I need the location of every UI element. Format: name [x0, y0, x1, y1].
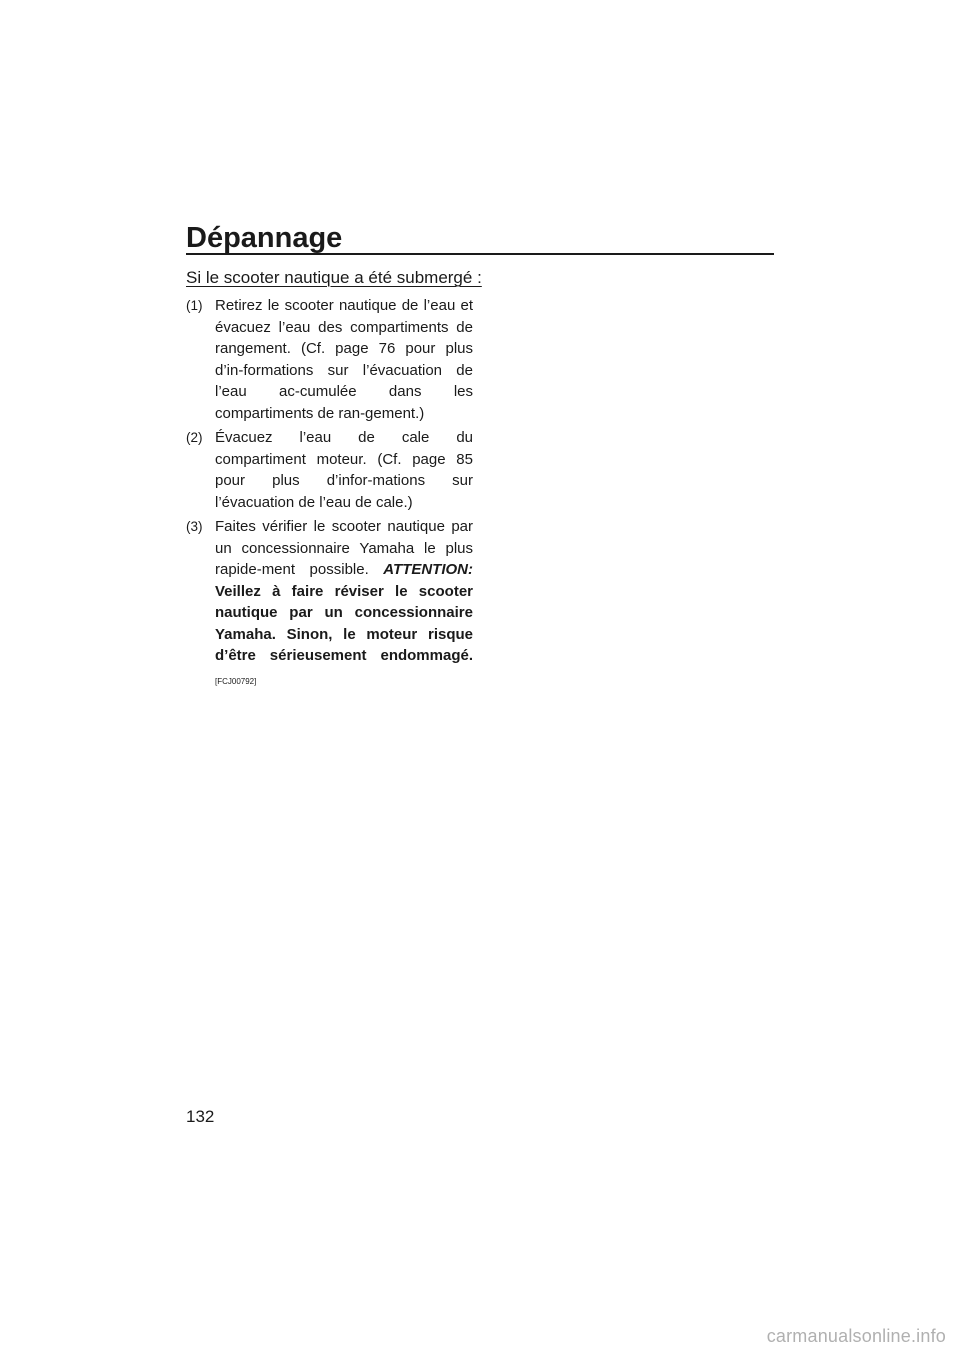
- step-item-1: [186, 295, 473, 424]
- watermark: carmanualsonline.info: [766, 1326, 946, 1346]
- step-number: (1): [186, 298, 203, 313]
- step-item-2: [186, 427, 473, 513]
- section-heading: Si le scooter nautique a été submergé :: [186, 268, 482, 287]
- attention-text: Veillez à faire réviser le scooter nautique par un concessionnaire Yamaha. Sinon, le moteur risque d’être sérieusement endommagé.: [215, 582, 473, 664]
- page-title: Dépannage: [186, 222, 343, 254]
- title-divider: [186, 253, 774, 255]
- page-number: 132: [186, 1107, 215, 1126]
- step-number: (3): [186, 519, 203, 534]
- step-item-3: [186, 516, 473, 692]
- attention-label: ATTENTION:: [383, 561, 473, 578]
- troubleshooting-steps: [186, 295, 473, 695]
- reference-code: [FCJ00792]: [215, 676, 257, 686]
- step-text: Retirez le scooter nautique de l’eau et évacuez l’eau des compartiments de rangement. (Cf. page 76 pour plus d’in-formations sur l’évacuation de l’eau ac-cumulée dans les compartiments de ran-gement.): [215, 297, 473, 422]
- step-text: Évacuez l’eau de cale du compartiment moteur. (Cf. page 85 pour plus d’infor-mations sur l’évacuation de l’eau de cale.): [215, 429, 473, 511]
- step-number: (2): [186, 430, 203, 445]
- step-text: Faites vérifier le scooter nautique par un concessionnaire Yamaha le plus rapide-ment possible.: [215, 518, 473, 578]
